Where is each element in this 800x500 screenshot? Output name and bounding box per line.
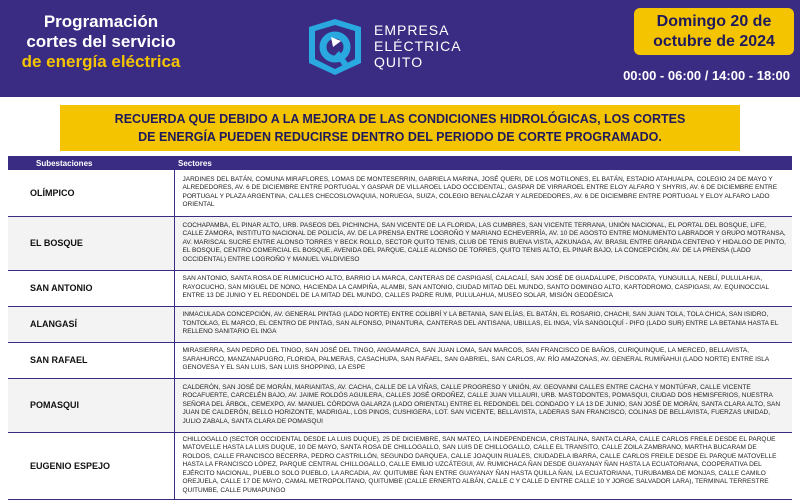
substation-name: EUGENIO ESPEJO <box>8 432 174 499</box>
substation-name: SAN RAFAEL <box>8 342 174 378</box>
column-header-substations: Subestaciones <box>8 156 174 170</box>
date-line-2: octubre de 2024 <box>653 33 775 50</box>
substation-name: EL BOSQUE <box>8 216 174 270</box>
notice-banner <box>60 105 740 151</box>
substation-name: ALANGASÍ <box>8 306 174 342</box>
sector-list: MIRASIERRA, SAN PEDRO DEL TINGO, SAN JOSÉ DEL TINGO, ANGAMARCA, SAN JUAN LOMA, SAN MARCOS, SAN FRANCISCO DE BAÑOS, CURIQUINQUE, LA MERCED, BELLAVISTA, SARAHURCO, MANZANAPUGRO, FLORIDA, PALMERAS, CASACHUPA, SAN RAFAEL, SAN GABRIEL, SAN CARLOS, AV. RÍO AMAZONAS, AV. GENERAL RUMIÑAHUI (LADO NORTE) ENTRE ISLA GENOVESA Y EL SAN LUIS, SAN LUIS SHOPPING, LA ESPE <box>174 342 792 378</box>
page-title <box>12 12 190 72</box>
title-line-2: cortes del servicio <box>26 32 176 51</box>
outage-table <box>8 156 792 500</box>
substation-name: OLÍMPICO <box>8 170 174 216</box>
substation-name: SAN ANTONIO <box>8 270 174 306</box>
notice-line-1: RECUERDA QUE DEBIDO A LA MEJORA DE LAS CONDICIONES HIDROLÓGICAS, LOS CORTES <box>114 112 686 126</box>
notice-line-2: DE ENERGÍA PUEDEN REDUCIRSE DENTRO DEL PERIODO DE CORTE PROGRAMADO. <box>138 130 662 144</box>
table-header-row <box>8 156 792 170</box>
brand-name <box>374 22 462 70</box>
title-line-3: de energía eléctrica <box>21 52 181 71</box>
brand-line-3: QUITO <box>374 54 424 70</box>
table-row <box>8 342 792 378</box>
sector-list: CHILLOGALLO (SECTOR OCCIDENTAL DESDE LA LUIS DUQUE), 25 DE DICIEMBRE, SAN MATEO, LA INDEPENDENCIA, CRISTALINA, SANTA CLARA, CALLE CARLOS FREILE DESDE EL PARQUE MATOVELLE HASTA LA LUIS DUQUE, 10 DE MAYO, SANTA ROSA DE CHILLOGALLO, SAN LUIS DE CHILLOGALLO, CALLE EL TRANSITO, CALLE ZOILA ZAMBRANO, MARTHA BUCARAM DE ROLDOS, CALLE FRANCISCO BECERRA, PEDRO CASTRILLÓN, SEGUNDO DARQUEA, CALLE JOAQUIN RUALES, CIUDADELA IBARRA, CALLE CARLOS FREILE DESDE EL PARQUE MATOVELLE HASTA LA FRANCISCO LÓPEZ, PARQUE CENTRAL CHILLOGALLO, CALLE EMILIO UZCÁTEGUI, AV. RUMICHACA ÑAN DESDE GUAYANAY ÑAN HASTA LA ECUATORIANA, COOPERATIVA DEL EJÉRCITO NACIONAL, PUEBLO SOLO PUEBLO, LA ARCADIA, AV. QUITUMBE ÑAN ENTRE GUAYANAY ÑAN HASTA QUILLA ÑAN, LA ECUATORIANA, TURUBAMBA DE MONJAS, CALLE CAMILO OREJUELA, CALLE 17 DE MAYO, CAMAL METROPOLITANO, QUITUMBE (CALLE ERNERTO ALBÁN, CALLE C Y CALLE D ENTRE CALLE 10 Y JORGE SALVADOR LARA), TERMINAL TERRESTRE QUITUMBE, CALLE PUMAPUNGO <box>174 432 792 499</box>
brand-line-1: EMPRESA <box>374 22 450 38</box>
substation-name: POMASQUI <box>8 378 174 432</box>
brand-line-2: ELÉCTRICA <box>374 38 462 54</box>
table-row <box>8 170 792 216</box>
sector-list: JARDINES DEL BATÁN, COMUNA MIRAFLORES, LOMAS DE MONTESERRIN, GABRIELA MARINA, JOSÉ QUERI, DE LOS MOTILONES, EL BATÁN, ESTADIO ATAHUALPA, COLEGIO 24 DE MAYO Y ALREDEDORES, AV. 6 DE DICIEMBRE ENTRE PORTUGAL Y GASPAR DE VILLAROEL LADO OCCIDENTAL, GASPAR DE VIRRAROEL ENTRE ELOY ALFARO Y SHYRIS, AV. 6 DE DICIEMBRE ENTRE PORTUGAL Y PLAZA ARGENTINA, CALLES CHECOSLOVAQUIA, NORUEGA, SUIZA, COLEGIO BENALCÁZAR Y ALREDEDORES, AV. 6 DE DICIEMBRE ENTRE PORTUGAL Y ELOY ALFARO LADO ORIENTAL <box>174 170 792 216</box>
eeq-logo-icon <box>305 17 367 77</box>
table-row <box>8 306 792 342</box>
sector-list: COCHAPAMBA, EL PINAR ALTO, URB. PASEOS DEL PICHINCHA, SAN VICENTE DE LA FLORIDA, LAS CUMBRES, SAN VICENTE TERRANA, UNIÓN NACIONAL, EL PORTAL DEL BOSQUE, LIFE, CALLE ZAMORA, INSTITUTO NACIONAL DE POLICÍA, AV. DE LA PRENSA ENTRE LOGROÑO Y MARIANO ECHEVERRÍA, AV. 10 DE AGOSTO ENTRE MONUMENTO LABRADOR Y GRUPO MOTRANSA, AV. MARISCAL SUCRE ENTRE ALONSO TORRES Y BECK ROLLO, SECTOR QUITO TENIS, CLUB DE TENIS BUENA VISTA, AZKUNAGA, AV. BRASIL ENTRE GRANDA CENTENO Y HIDALGO DE PINTO, EL BOSQUE, CENTRO COMERCIAL EL BOSQUE, AVENIDA DEL PARQUE, CALLE ALONSO DE TORRES, QUITO TENIS ALTO, EL PINAR BAJO, LA CONCEPCIÓN, AV. DE LA PRENSA (LADO OCCIDENTAL) ENTRE LOGROÑO Y MANUEL VALDIVIESO <box>174 216 792 270</box>
sector-list: INMACULADA CONCEPCIÓN, AV. GENERAL PINTAG (LADO NORTE) ENTRE COLIBRÍ Y LA BETANIA, SAN ELÍAS, EL BATÁN, EL ROSARIO, CHACHI, SAN JUAN TOLA, TOLA CHICA, SAN ISIDRO, TONTOLAG, EL MARCO, EL CENTRO DE PINTAG, SAN ALFONSO, PINANTURA, CANTERAS DEL ANTISANA, UBILLAS, EL INGA, VÍA SANGOLQUÍ - PIFO (LADO SUR) ENTRE LA BETANIA HASTA EL RELLENO SANITARIO EL INGA <box>174 306 792 342</box>
outage-hours: 00:00 - 06:00 / 14:00 - 18:00 <box>623 68 790 83</box>
header-banner <box>0 0 800 97</box>
title-line-1: Programación <box>43 12 159 31</box>
table-row <box>8 216 792 270</box>
table-row <box>8 270 792 306</box>
table-row <box>8 378 792 432</box>
column-header-sectors: Sectores <box>174 156 792 170</box>
date-line-1: Domingo 20 de <box>656 13 772 30</box>
sector-list: CALDERÓN, SAN JOSÉ DE MORÁN, MARIANITAS, AV. CACHA, CALLE DE LA VIÑAS, CALLE PROGRESO Y UNIÓN, AV. GEOVANNI CALLES ENTRE CACHA Y MONTÚFAR, CALLE VICENTE ROCAFUERTE, CARCELÉN BAJO, AV. JAIME ROLDÓS AGUILERA, CALLES JOSÉ ORDOÑEZ, CALLE JUAN VILLAURI, URB. MASTODONTES, POMASQUI, CIUDAD DOS HEMISFERIOS, NUESTRA SEÑORA DEL ÁRBOL, CEMEXPO, AV. MANUEL CÓRDOVA GALARZA (LADO ORIENTAL) ENTRE EL REDONDEL DEL CONDADO Y LA 13 DE JUNIO, SAN JOSÉ DE MORÁN, SANTA CLARA ALTO, SAN JUAN DE CALDERÓN, BELLO HORIZONTE, MADRIGAL, LOS PINOS, CUSHIGERA, LOT. SAN VICENTE, BELLAVISTA, LADERAS SAN FRANCISCO, COLINAS DE BELLAVISTA, FUERZAS UNIDAD, JULIO ZABALA, SANTA CLARA DE POMASQUI <box>174 378 792 432</box>
date-badge <box>634 8 794 55</box>
sector-list: SAN ANTONIO, SANTA ROSA DE RUMICUCHO ALTO, BARRIO LA MARCA, CANTERAS DE CASPIGASÍ, CALACALÍ, SAN JOSÉ DE GUADALUPE, PISCOPATA, YUNGUILLA, NEBLÍ, PULULAHUA, RAYOCUCHO, SAN MIGUEL DE NONO, HACIENDA LA CAMPIÑA, ALAMBI, SAN ANTONIO, CIUDAD MITAD DEL MUNDO, SANTO DOMINGO ALTO, KARTODROMO, CASPIGASI, AV. EQUINOCCIAL ENTRE 13 DE JUNIO Y EL REDONDEL DE LA MITAD DEL MUNDO, CALLES PADRE RUMI, PULULAHUA, MUSEO SOLAR, MISIÓN GEODÉSICA <box>174 270 792 306</box>
table-row <box>8 432 792 499</box>
